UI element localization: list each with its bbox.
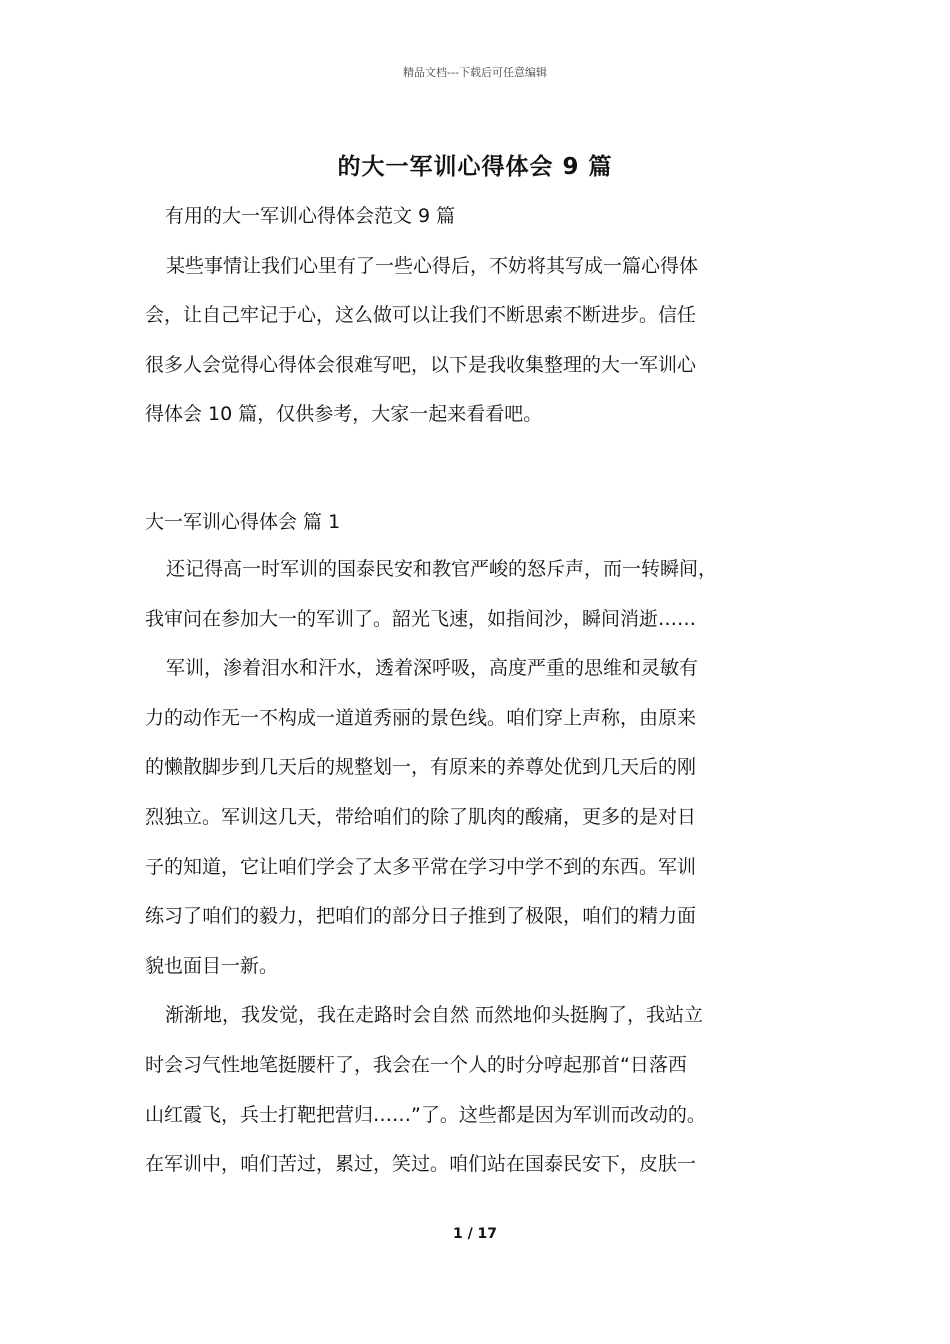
page-header-note: 精品文档---下载后可任意编辑 — [403, 66, 547, 79]
paragraph-line: 时会习气性地笔挺腰杆了，我会在一个人的时分哼起那首“日落西 — [145, 1053, 687, 1076]
paragraph-line: 渐渐地，我发觉，我在走路时会自然 而然地仰头挺胸了，我站立 — [165, 1004, 704, 1027]
paragraph-line: 子的知道，它让咱们学会了太多平常在学习中学不到的东西。军训 — [145, 855, 697, 878]
section-heading: 大一军训心得体会 篇 1 — [145, 511, 341, 533]
page-number: 1 / 17 — [452, 1226, 498, 1242]
paragraph-line: 山红霞飞，兵士打靶把营归……”了。这些都是因为军训而改动的。 — [145, 1103, 706, 1126]
paragraph-line: 练习了咱们的毅力，把咱们的部分日子推到了极限，咱们的精力面 — [145, 905, 697, 928]
document-title: 的大一军训心得体会 9 篇 — [337, 154, 613, 180]
intro-line: 很多人会觉得心得体会很难写吧，以下是我收集整理的大一军训心 — [145, 353, 697, 376]
paragraph-line: 还记得高一时军训的国泰民安和教官严峻的怒斥声，而一转瞬间， — [166, 558, 718, 580]
section-body — [145, 545, 825, 1190]
paragraph-line: 烈独立。军训这几天，带给咱们的除了肌肉的酸痛，更多的是对日 — [145, 805, 697, 828]
intro-line: 会，让自己牢记于心，这么做可以让我们不断思索不断进步。信任 — [145, 304, 697, 327]
paragraph-line: 力的动作无一不构成一道道秀丽的景色线。咱们穿上声称，由原来 — [145, 706, 697, 729]
paragraph-line: 的懒散脚步到几天后的规整划一，有原来的养尊处优到几天后的刚 — [145, 756, 697, 779]
intro-line: 得体会 10 篇，仅供参考，大家一起来看看吧。 — [145, 403, 543, 426]
paragraph-line: 貌也面目一新。 — [145, 954, 279, 977]
intro-line: 某些事情让我们心里有了一些心得后，不妨将其写成一篇心得体 — [166, 254, 699, 277]
paragraph-line: 军训，渗着泪水和汗水，透着深呼吸，高度严重的思维和灵敏有 — [166, 657, 699, 680]
intro-block — [145, 192, 825, 440]
subtitle: 有用的大一军训心得体会范文 9 篇 — [165, 205, 456, 227]
paragraph-line: 我审问在参加大一的军训了。韶光飞速，如指间沙，瞬间消逝…… — [145, 607, 697, 630]
paragraph-line: 在军训中，咱们苦过，累过，笑过。咱们站在国泰民安下，皮肤一 — [145, 1153, 697, 1176]
